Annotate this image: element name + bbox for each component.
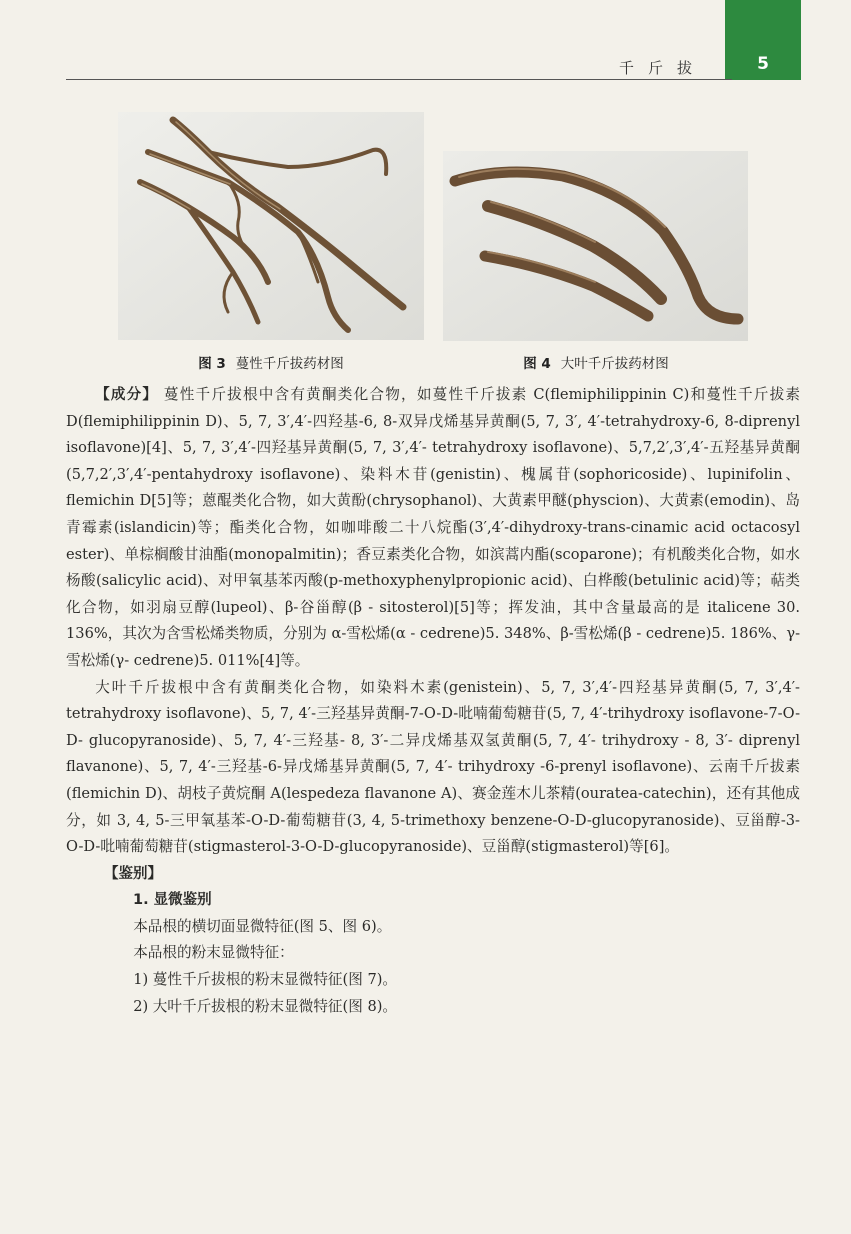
figure-4-photo bbox=[443, 151, 748, 341]
identification-line-2: 本品根的粉末显微特征： bbox=[133, 944, 294, 962]
identification-line-1: 本品根的横切面显微特征(图 5、图 6)。 bbox=[133, 917, 392, 935]
composition-paragraph-1 bbox=[66, 382, 800, 675]
figure-3-title: 蔓性千斤拔药材图 bbox=[235, 356, 344, 372]
identification-heading-row bbox=[66, 861, 800, 888]
microscopic-heading: 1. 显微鉴别 bbox=[133, 892, 212, 909]
body-text bbox=[66, 382, 800, 1020]
identification-heading: 【鉴别】 bbox=[104, 865, 162, 882]
figure-3-photo bbox=[118, 112, 424, 340]
chapter-tab bbox=[725, 0, 801, 80]
page-number: 5 bbox=[757, 54, 769, 74]
composition-heading: 【成分】 bbox=[95, 387, 159, 403]
composition-paragraph-2: 大叶千斤拔根中含有黄酮类化合物，如染料木素(genistein)、5, 7, 3′,4′-四羟基异黄酮(5, 7, 3′,4′- tetrahydroxy isoflavone)、5, 7, 4′-三羟基异黄酮-7-O-D-吡喃葡萄糖苷(5, 7, 4′-trihydroxy isoflavone-7-O-D- glucopyranoside)、5, 7, 4′-三羟基- 8, 3′-二异戊烯基双氢黄酮(5, 7, 4′- trihydroxy - 8, 3′- diprenyl flavanone)、5, 7, 4′-三羟基-6-异戊烯基异黄酮(5, 7, 4′- trihydroxy -6-prenyl isoflavone)、云南千斤拔素(flemichin D)、胡枝子黄烷酮 A(lespedeza flavanone A)、赛金莲木儿茶精(ouratea-catechin)，还有其他成分，如 3, 4, 5-三甲氧基苯-O-D-葡萄糖苷(3, 4, 5-trimethoxy benzene-O-D-glucopyranoside)、豆甾醇-3-O-D-吡喃葡萄糖苷(stigmasterol-3-O-D-glucopyranoside)、豆甾醇(stigmasterol)等[6]。 bbox=[66, 678, 800, 856]
figure-3-number: 图 3 bbox=[198, 356, 226, 372]
figure-3-caption bbox=[111, 352, 431, 372]
figure-4-number: 图 4 bbox=[523, 356, 551, 372]
identification-line-3: 1) 蔓性千斤拔根的粉末显微特征(图 7)。 bbox=[133, 971, 398, 989]
figure-4-caption bbox=[436, 352, 756, 372]
figure-4-title: 大叶千斤拔药材图 bbox=[560, 356, 669, 372]
running-title: 千斤拔 bbox=[618, 59, 706, 77]
identification-line-4: 2) 大叶千斤拔根的粉末显微特征(图 8)。 bbox=[133, 997, 398, 1015]
header-rule bbox=[66, 79, 732, 80]
composition-text-1: 蔓性千斤拔根中含有黄酮类化合物，如蔓性千斤拔素 C(flemiphilippinin C)和蔓性千斤拔素 D(flemiphilippinin D)、5, 7, 3′,4′-四羟基-6, 8-双异戊烯基异黄酮(5, 7, 3′, 4′-tetrahydroxy-6, 8-diprenyl isoflavone)[4]、5, 7, 3′,4′-四羟基异黄酮(5, 7, 3′,4′- tetrahydroxy isoflavone)、5,7,2′,3′,4′-五羟基异黄酮(5,7,2′,3′,4′-pentahydroxy isoflavone)、染料木苷(genistin)、槐属苷(sophoricoside)、lupinifolin、flemichin D[5]等；蒽醌类化合物，如大黄酚(chrysophanol)、大黄素甲醚(physcion)、大黄素(emodin)、岛青霉素(islandicin)等；酯类化合物，如咖啡酸二十八烷酯(3′,4′-dihydroxy-trans-cinamic acid octacosyl ester)、单棕榈酸甘油酯(monopalmitin)；香豆素类化合物，如滨蒿内酯(scoparone)；有机酸类化合物，如水杨酸(salicylic acid)、对甲氧基苯丙酸(p-methoxyphenylpropionic acid)、白桦酸(betulinic acid)等；萜类化合物，如羽扇豆醇(lupeol)、β-谷甾醇(β - sitosterol)[5]等；挥发油，其中含量最高的是 italicene 30. 136%，其次为含雪松烯类物质，分别为 α-雪松烯(α - cedrene)5. 348%、β-雪松烯(β - cedrene)5. 186%、γ-雪松烯(γ- cedrene)5. 011%[4]等。 bbox=[66, 386, 801, 669]
